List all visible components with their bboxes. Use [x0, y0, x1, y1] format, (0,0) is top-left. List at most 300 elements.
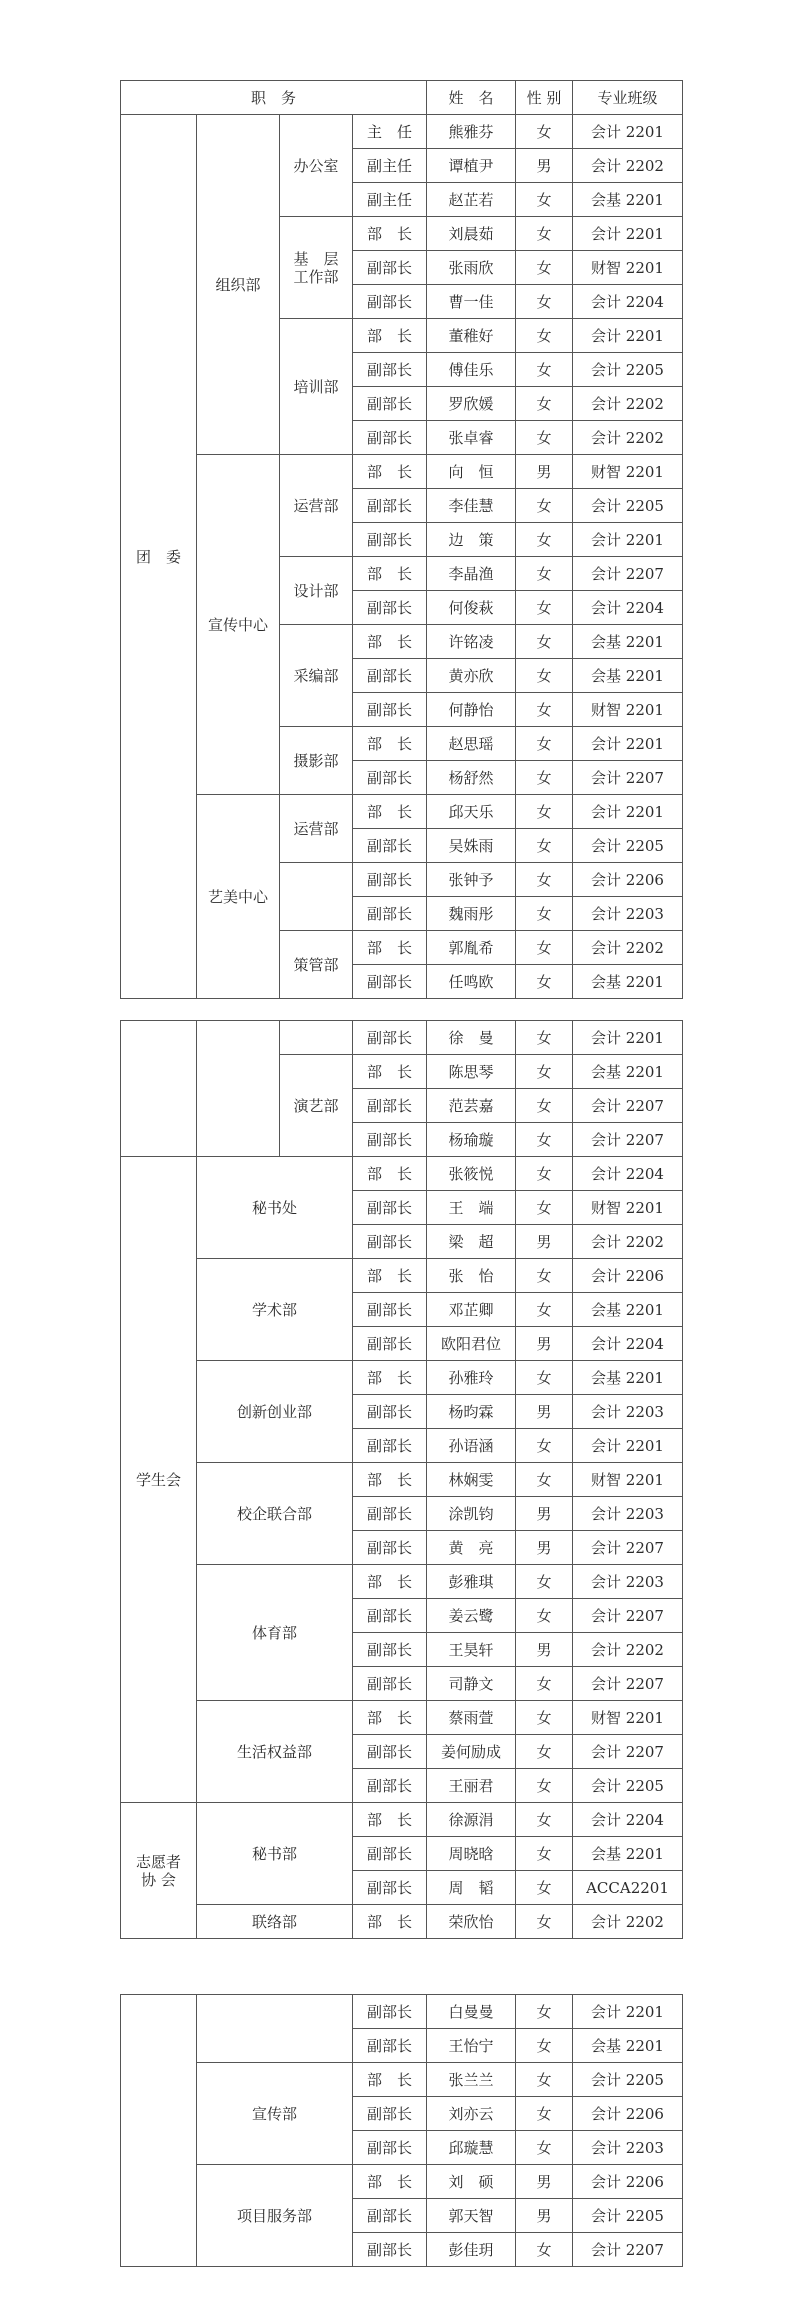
dept-empty	[197, 1021, 280, 1157]
table-row	[121, 1995, 683, 2029]
cell-gender: 女	[516, 1667, 573, 1701]
table-row	[121, 2063, 683, 2097]
cell-name: 邱天乐	[427, 795, 516, 829]
dept-shenghuo: 生活权益部	[197, 1701, 353, 1803]
cell-gender: 男	[516, 1633, 573, 1667]
cell-gender: 女	[516, 1361, 573, 1395]
roster-table-1	[120, 80, 683, 999]
table-row	[121, 1021, 683, 1055]
cell-gender: 女	[516, 1123, 573, 1157]
cell-name: 王怡宁	[427, 2029, 516, 2063]
cell-role: 副部长	[353, 2131, 427, 2165]
cell-name: 徐源涓	[427, 1803, 516, 1837]
cell-role: 部 长	[353, 1157, 427, 1191]
cell-role: 部 长	[353, 217, 427, 251]
cell-gender: 女	[516, 1429, 573, 1463]
cell-gender: 男	[516, 2199, 573, 2233]
unit-caibian: 采编部	[280, 625, 353, 727]
cell-gender: 女	[516, 421, 573, 455]
cell-name: 周 韬	[427, 1871, 516, 1905]
cell-gender: 女	[516, 251, 573, 285]
cell-gender: 女	[516, 557, 573, 591]
cell-role: 部 长	[353, 1905, 427, 1939]
cell-gender: 女	[516, 931, 573, 965]
cell-gender: 女	[516, 2063, 573, 2097]
cell-name: 边 策	[427, 523, 516, 557]
dept-chuangxin: 创新创业部	[197, 1361, 353, 1463]
cell-class: 会计 2207	[573, 1089, 683, 1123]
cell-class: 会计 2207	[573, 1599, 683, 1633]
cell-role: 部 长	[353, 1259, 427, 1293]
cell-name: 杨瑜璇	[427, 1123, 516, 1157]
cell-name: 傅佳乐	[427, 353, 516, 387]
cell-name: 梁 超	[427, 1225, 516, 1259]
cell-role: 副部长	[353, 489, 427, 523]
cell-class: 会计 2206	[573, 2097, 683, 2131]
cell-name: 孙雅玲	[427, 1361, 516, 1395]
cell-name: 张卓睿	[427, 421, 516, 455]
cell-role: 部 长	[353, 2063, 427, 2097]
cell-name: 彭佳玥	[427, 2233, 516, 2267]
cell-role: 副部长	[353, 251, 427, 285]
cell-class: 会计 2202	[573, 1633, 683, 1667]
table-row	[121, 1157, 683, 1191]
cell-gender: 女	[516, 1803, 573, 1837]
cell-role: 副部长	[353, 421, 427, 455]
cell-gender: 女	[516, 319, 573, 353]
cell-class: 会计 2207	[573, 761, 683, 795]
cell-role: 副部长	[353, 523, 427, 557]
cell-role: 副部长	[353, 2097, 427, 2131]
cell-gender: 女	[516, 1769, 573, 1803]
cell-name: 杨舒然	[427, 761, 516, 795]
cell-name: 涂凯钧	[427, 1497, 516, 1531]
dept-xueshu: 学术部	[197, 1259, 353, 1361]
cell-role: 副部长	[353, 1395, 427, 1429]
cell-role: 部 长	[353, 455, 427, 489]
cell-role: 副部长	[353, 1225, 427, 1259]
cell-gender: 女	[516, 1021, 573, 1055]
cell-name: 孙语涵	[427, 1429, 516, 1463]
cell-role: 副部长	[353, 1735, 427, 1769]
cell-role: 副部长	[353, 1995, 427, 2029]
cell-class: 会基 2201	[573, 1055, 683, 1089]
dept-empty	[197, 1995, 353, 2063]
cell-name: 刘 硕	[427, 2165, 516, 2199]
cell-gender: 女	[516, 625, 573, 659]
table-row	[121, 1701, 683, 1735]
cell-name: 王 端	[427, 1191, 516, 1225]
cell-role: 副部长	[353, 1497, 427, 1531]
cell-class: 财智 2201	[573, 1463, 683, 1497]
unit-sheying: 摄影部	[280, 727, 353, 795]
cell-gender: 女	[516, 761, 573, 795]
cell-gender: 女	[516, 2131, 573, 2165]
table-row	[121, 1905, 683, 1939]
cell-class: 会计 2204	[573, 1803, 683, 1837]
cell-gender: 男	[516, 1497, 573, 1531]
dept-xuanchuanbu: 宣传部	[197, 2063, 353, 2165]
header-class: 专业班级	[573, 81, 683, 115]
cell-role: 副部长	[353, 1327, 427, 1361]
unit-yunying: 运营部	[280, 455, 353, 557]
cell-role: 部 长	[353, 2165, 427, 2199]
cell-gender: 女	[516, 1463, 573, 1497]
cell-name: 张钟予	[427, 863, 516, 897]
cell-class: 会计 2207	[573, 1123, 683, 1157]
org-empty	[121, 1021, 197, 1157]
cell-name: 张 怡	[427, 1259, 516, 1293]
cell-class: 会计 2202	[573, 149, 683, 183]
cell-class: 会计 2202	[573, 421, 683, 455]
cell-name: 向 恒	[427, 455, 516, 489]
cell-gender: 男	[516, 1225, 573, 1259]
roster-table-2	[120, 1020, 683, 1939]
cell-role: 副部长	[353, 1429, 427, 1463]
cell-gender: 女	[516, 727, 573, 761]
unit-ceguan: 策管部	[280, 931, 353, 999]
cell-gender: 女	[516, 523, 573, 557]
cell-gender: 女	[516, 1157, 573, 1191]
cell-name: 刘晨茹	[427, 217, 516, 251]
cell-class: 会计 2203	[573, 1565, 683, 1599]
cell-name: 黄 亮	[427, 1531, 516, 1565]
cell-class: 会计 2204	[573, 1327, 683, 1361]
cell-name: 许铭凌	[427, 625, 516, 659]
cell-name: 黄亦欣	[427, 659, 516, 693]
dept-mishuchu: 秘书处	[197, 1157, 353, 1259]
cell-role: 部 长	[353, 625, 427, 659]
cell-role: 部 长	[353, 931, 427, 965]
unit-empty	[280, 1021, 353, 1055]
cell-role: 副部长	[353, 285, 427, 319]
cell-name: 姜何励成	[427, 1735, 516, 1769]
cell-gender: 女	[516, 1191, 573, 1225]
cell-class: 会基 2201	[573, 1361, 683, 1395]
cell-gender: 女	[516, 1565, 573, 1599]
cell-gender: 女	[516, 285, 573, 319]
header-position: 职 务	[121, 81, 427, 115]
cell-name: 刘亦云	[427, 2097, 516, 2131]
unit-yanyi: 演艺部	[280, 1055, 353, 1157]
cell-gender: 女	[516, 489, 573, 523]
cell-gender: 女	[516, 2029, 573, 2063]
cell-class: 会基 2201	[573, 965, 683, 999]
cell-name: 荣欣怡	[427, 1905, 516, 1939]
dept-xuanchuan: 宣传中心	[197, 455, 280, 795]
cell-name: 司静文	[427, 1667, 516, 1701]
cell-gender: 女	[516, 2097, 573, 2131]
cell-gender: 男	[516, 1531, 573, 1565]
cell-role: 副部长	[353, 2029, 427, 2063]
cell-role: 副部长	[353, 965, 427, 999]
cell-name: 何俊萩	[427, 591, 516, 625]
cell-gender: 男	[516, 1395, 573, 1429]
cell-name: 魏雨彤	[427, 897, 516, 931]
cell-class: 会计 2206	[573, 1259, 683, 1293]
cell-role: 部 长	[353, 1361, 427, 1395]
cell-role: 副部长	[353, 1089, 427, 1123]
cell-role: 副部长	[353, 897, 427, 931]
cell-role: 部 长	[353, 1803, 427, 1837]
cell-role: 副部长	[353, 761, 427, 795]
cell-class: 会计 2205	[573, 353, 683, 387]
table-row	[121, 1259, 683, 1293]
cell-class: 会计 2205	[573, 829, 683, 863]
cell-gender: 女	[516, 217, 573, 251]
cell-name: 吴姝雨	[427, 829, 516, 863]
unit-sheji: 设计部	[280, 557, 353, 625]
cell-class: 会计 2206	[573, 2165, 683, 2199]
cell-role: 副部长	[353, 353, 427, 387]
dept-xiaoqi: 校企联合部	[197, 1463, 353, 1565]
cell-name: 董稚好	[427, 319, 516, 353]
cell-role: 部 长	[353, 1463, 427, 1497]
cell-gender: 女	[516, 965, 573, 999]
cell-name: 白曼曼	[427, 1995, 516, 2029]
cell-name: 张雨欣	[427, 251, 516, 285]
cell-name: 赵思瑶	[427, 727, 516, 761]
cell-role: 副部长	[353, 1123, 427, 1157]
cell-gender: 女	[516, 2233, 573, 2267]
cell-gender: 女	[516, 659, 573, 693]
cell-gender: 女	[516, 693, 573, 727]
cell-gender: 男	[516, 455, 573, 489]
cell-gender: 女	[516, 115, 573, 149]
cell-class: 会计 2201	[573, 1995, 683, 2029]
cell-name: 张筱悦	[427, 1157, 516, 1191]
roster-page-3	[120, 1994, 682, 2267]
cell-gender: 男	[516, 2165, 573, 2199]
cell-gender: 女	[516, 1995, 573, 2029]
cell-gender: 女	[516, 1599, 573, 1633]
cell-class: 财智 2201	[573, 455, 683, 489]
cell-class: 会计 2207	[573, 1667, 683, 1701]
dept-yimei: 艺美中心	[197, 795, 280, 999]
cell-name: 王昊轩	[427, 1633, 516, 1667]
cell-class: 会计 2204	[573, 1157, 683, 1191]
cell-name: 姜云鹭	[427, 1599, 516, 1633]
cell-name: 何静怡	[427, 693, 516, 727]
table-row	[121, 2165, 683, 2199]
dept-xiangmu: 项目服务部	[197, 2165, 353, 2267]
cell-gender: 男	[516, 149, 573, 183]
cell-gender: 女	[516, 183, 573, 217]
cell-role: 部 长	[353, 1565, 427, 1599]
cell-role: 副部长	[353, 863, 427, 897]
cell-name: 邱璇慧	[427, 2131, 516, 2165]
cell-class: 会计 2207	[573, 557, 683, 591]
cell-class: 会计 2202	[573, 387, 683, 421]
cell-name: 郭天智	[427, 2199, 516, 2233]
cell-name: 赵芷若	[427, 183, 516, 217]
cell-class: 会计 2201	[573, 727, 683, 761]
cell-role: 副主任	[353, 149, 427, 183]
cell-class: 会计 2205	[573, 1769, 683, 1803]
dept-lianluo: 联络部	[197, 1905, 353, 1939]
cell-role: 部 长	[353, 319, 427, 353]
cell-role: 副部长	[353, 1633, 427, 1667]
table-row	[121, 1463, 683, 1497]
cell-class: 会计 2205	[573, 2199, 683, 2233]
cell-class: 会基 2201	[573, 2029, 683, 2063]
cell-role: 副部长	[353, 1191, 427, 1225]
cell-class: 会基 2201	[573, 659, 683, 693]
cell-class: 会计 2207	[573, 1531, 683, 1565]
table-row	[121, 1361, 683, 1395]
cell-role: 部 长	[353, 557, 427, 591]
cell-gender: 女	[516, 591, 573, 625]
cell-gender: 女	[516, 1293, 573, 1327]
roster-table-3	[120, 1994, 683, 2267]
cell-role: 副主任	[353, 183, 427, 217]
unit-peixunbu: 培训部	[280, 319, 353, 455]
cell-class: 会计 2203	[573, 2131, 683, 2165]
table-row	[121, 795, 683, 829]
cell-class: 会计 2203	[573, 1395, 683, 1429]
cell-gender: 女	[516, 1735, 573, 1769]
unit-bangongshi: 办公室	[280, 115, 353, 217]
cell-class: 会计 2201	[573, 319, 683, 353]
table-row	[121, 115, 683, 149]
cell-name: 任鸣欧	[427, 965, 516, 999]
cell-gender: 男	[516, 1327, 573, 1361]
cell-role: 副部长	[353, 693, 427, 727]
cell-class: 会计 2204	[573, 285, 683, 319]
cell-role: 副部长	[353, 659, 427, 693]
cell-class: 会计 2207	[573, 2233, 683, 2267]
cell-class: 财智 2201	[573, 251, 683, 285]
cell-name: 周晓晗	[427, 1837, 516, 1871]
cell-name: 李佳慧	[427, 489, 516, 523]
table-row	[121, 455, 683, 489]
cell-class: 会计 2203	[573, 897, 683, 931]
cell-gender: 女	[516, 1837, 573, 1871]
cell-gender: 女	[516, 897, 573, 931]
cell-class: 会计 2204	[573, 591, 683, 625]
cell-class: 会计 2202	[573, 1905, 683, 1939]
cell-name: 陈思琴	[427, 1055, 516, 1089]
cell-class: 财智 2201	[573, 1701, 683, 1735]
cell-gender: 女	[516, 1905, 573, 1939]
cell-class: 财智 2201	[573, 693, 683, 727]
cell-class: 会计 2201	[573, 115, 683, 149]
unit-empty	[280, 863, 353, 931]
cell-role: 主 任	[353, 115, 427, 149]
cell-class: 会计 2201	[573, 1021, 683, 1055]
cell-gender: 女	[516, 829, 573, 863]
cell-gender: 女	[516, 1871, 573, 1905]
header-gender: 性 别	[516, 81, 573, 115]
cell-class: ACCA2201	[573, 1871, 683, 1905]
cell-class: 会基 2201	[573, 625, 683, 659]
cell-name: 林娴雯	[427, 1463, 516, 1497]
cell-class: 会计 2206	[573, 863, 683, 897]
cell-class: 会计 2202	[573, 931, 683, 965]
cell-class: 会计 2202	[573, 1225, 683, 1259]
cell-gender: 女	[516, 1701, 573, 1735]
cell-name: 李晶渔	[427, 557, 516, 591]
cell-name: 郭胤希	[427, 931, 516, 965]
cell-role: 副部长	[353, 1531, 427, 1565]
cell-role: 副部长	[353, 1599, 427, 1633]
cell-gender: 女	[516, 795, 573, 829]
unit-jiceng: 基 层 工作部	[280, 217, 353, 319]
cell-name: 彭雅琪	[427, 1565, 516, 1599]
cell-role: 副部长	[353, 387, 427, 421]
cell-class: 会计 2201	[573, 523, 683, 557]
cell-class: 会计 2201	[573, 1429, 683, 1463]
cell-name: 熊雅芬	[427, 115, 516, 149]
cell-name: 杨昀霖	[427, 1395, 516, 1429]
cell-gender: 女	[516, 863, 573, 897]
cell-role: 副部长	[353, 1837, 427, 1871]
header-name: 姓 名	[427, 81, 516, 115]
cell-class: 会基 2201	[573, 1837, 683, 1871]
cell-name: 张兰兰	[427, 2063, 516, 2097]
cell-name: 徐 曼	[427, 1021, 516, 1055]
cell-role: 副部长	[353, 1769, 427, 1803]
table-row	[121, 1565, 683, 1599]
cell-gender: 女	[516, 1259, 573, 1293]
cell-role: 副部长	[353, 1667, 427, 1701]
cell-gender: 女	[516, 1055, 573, 1089]
org-empty	[121, 1995, 197, 2267]
dept-mishubu: 秘书部	[197, 1803, 353, 1905]
cell-role: 副部长	[353, 2199, 427, 2233]
cell-role: 部 长	[353, 1701, 427, 1735]
cell-role: 副部长	[353, 1293, 427, 1327]
cell-name: 王丽君	[427, 1769, 516, 1803]
table-header-row	[121, 81, 683, 115]
cell-name: 范芸嘉	[427, 1089, 516, 1123]
cell-class: 会计 2205	[573, 2063, 683, 2097]
cell-name: 邓芷卿	[427, 1293, 516, 1327]
cell-role: 部 长	[353, 795, 427, 829]
unit-yunying-2: 运营部	[280, 795, 353, 863]
cell-role: 副部长	[353, 829, 427, 863]
cell-role: 副部长	[353, 2233, 427, 2267]
dept-zuzhibu: 组织部	[197, 115, 280, 455]
org-xueshenghui: 学生会	[121, 1157, 197, 1803]
org-tuanwei: 团 委	[121, 115, 197, 999]
cell-gender: 女	[516, 1089, 573, 1123]
dept-tiyu: 体育部	[197, 1565, 353, 1701]
cell-name: 曹一佳	[427, 285, 516, 319]
cell-role: 部 长	[353, 727, 427, 761]
roster-page-2	[120, 1020, 682, 1939]
cell-class: 会计 2203	[573, 1497, 683, 1531]
cell-name: 谭植尹	[427, 149, 516, 183]
cell-gender: 女	[516, 387, 573, 421]
cell-class: 会计 2201	[573, 795, 683, 829]
cell-name: 罗欣媛	[427, 387, 516, 421]
cell-role: 副部长	[353, 1021, 427, 1055]
cell-role: 副部长	[353, 1871, 427, 1905]
table-row	[121, 1803, 683, 1837]
cell-role: 副部长	[353, 591, 427, 625]
cell-role: 部 长	[353, 1055, 427, 1089]
cell-class: 会计 2207	[573, 1735, 683, 1769]
org-zhiyuanzhe: 志愿者 协 会	[121, 1803, 197, 1939]
cell-name: 欧阳君位	[427, 1327, 516, 1361]
cell-class: 会计 2205	[573, 489, 683, 523]
roster-page-1	[120, 80, 682, 999]
cell-class: 会基 2201	[573, 183, 683, 217]
cell-class: 财智 2201	[573, 1191, 683, 1225]
cell-name: 蔡雨萱	[427, 1701, 516, 1735]
cell-gender: 女	[516, 353, 573, 387]
